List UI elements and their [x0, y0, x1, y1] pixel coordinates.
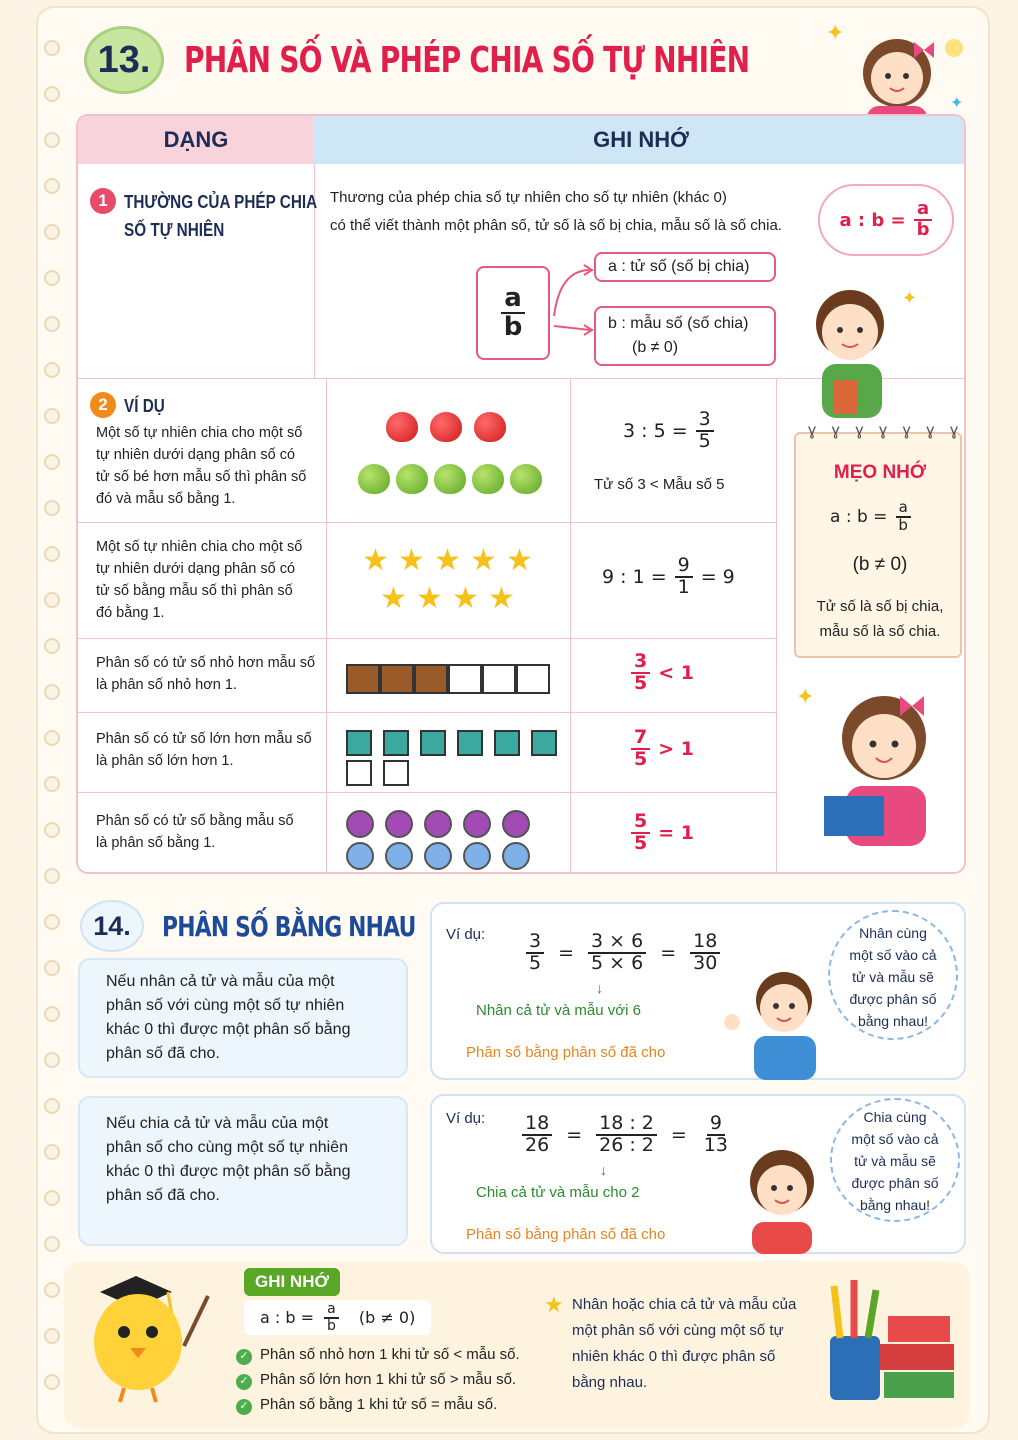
column-header-type: DẠNG — [78, 116, 314, 164]
check-icon: ✓ — [236, 1399, 252, 1415]
squares-illustration — [344, 726, 564, 788]
svg-text:✦: ✦ — [902, 288, 918, 308]
example-label: Ví dụ: — [446, 926, 486, 943]
star-icon: ★ — [452, 582, 479, 615]
binder-ring — [44, 1190, 60, 1206]
green-apple-icon — [472, 464, 504, 494]
example-label: Ví dụ: — [446, 1110, 486, 1127]
purple-circle — [385, 810, 413, 838]
check-icon: ✓ — [236, 1374, 252, 1390]
binder-ring — [44, 1052, 60, 1068]
purple-circle — [424, 810, 452, 838]
svg-text:✦: ✦ — [826, 20, 845, 45]
girl-with-book-illustration — [794, 676, 964, 866]
numerator-label: a : tử số (số bị chia) — [594, 252, 776, 282]
rule-divide-card — [78, 1096, 408, 1246]
binder-ring — [44, 730, 60, 746]
example-3-equation: $\frac{3}{5}$ < 1 — [631, 652, 694, 694]
formula-bubble: a : b = $\frac{a}{b}$ — [818, 184, 954, 256]
binder-ring — [44, 178, 60, 194]
summary-checklist — [236, 1342, 520, 1417]
purple-circle — [463, 810, 491, 838]
girl-illustration — [738, 1142, 828, 1254]
star-icon: ★ — [398, 544, 425, 577]
binder-ring — [44, 776, 60, 792]
lesson-13-title: PHÂN SỐ VÀ PHÉP CHIA SỐ TỰ NHIÊN — [184, 40, 750, 81]
apples-illustration — [328, 406, 568, 506]
pencils-and-books-illustration — [820, 1276, 960, 1406]
binder-ring — [44, 822, 60, 838]
square-filled — [531, 730, 557, 756]
binder-ring — [44, 270, 60, 286]
binder-ring — [44, 546, 60, 562]
summary-panel — [64, 1262, 970, 1428]
bar-cell-filled — [414, 664, 448, 694]
svg-text:✦: ✦ — [796, 684, 815, 709]
example-1-note: Tử số 3 < Mẫu số 5 — [594, 476, 725, 493]
example-divide-card — [430, 1094, 966, 1254]
binder-ring — [44, 500, 60, 516]
star-icon: ★ — [506, 544, 533, 577]
summary-title: GHI NHỚ — [244, 1268, 340, 1296]
example-divide-equation: $\frac{18}{26}$ = $\frac{18 : 2}{26 : 2}$ = $\frac{9}{13}$ — [522, 1114, 731, 1156]
divider — [776, 378, 777, 874]
divider — [78, 712, 776, 713]
check-icon: ✓ — [236, 1349, 252, 1365]
svg-text:✦: ✦ — [950, 95, 964, 112]
example-divide-result: Phân số bằng phân số đã cho — [466, 1226, 666, 1243]
binder-ring — [44, 224, 60, 240]
binder-ring — [44, 1098, 60, 1114]
blue-circle — [385, 842, 413, 870]
example-multiply-result: Phân số bằng phân số đã cho — [466, 1044, 666, 1061]
binder-ring — [44, 454, 60, 470]
example-5-equation: $\frac{5}{5}$ = 1 — [631, 812, 694, 854]
binder-ring — [44, 1374, 60, 1390]
binder-ring — [44, 40, 60, 56]
stars-illustration — [328, 542, 568, 632]
green-apple-icon — [510, 464, 542, 494]
binder-ring — [44, 132, 60, 148]
star-icon: ★ — [380, 582, 407, 615]
arrows — [550, 260, 596, 350]
star-icon: ★ — [488, 582, 515, 615]
green-apple-icon — [396, 464, 428, 494]
red-apple-icon — [474, 412, 506, 442]
check-item: ✓ Phân số lớn hơn 1 khi tử số > mẫu số. — [236, 1367, 520, 1392]
blue-circle — [346, 842, 374, 870]
example-multiply-note: Nhân cả tử và mẫu với 6 — [476, 1002, 641, 1019]
speech-bubble: Chia cùng một số vào cả tử và mẫu sẽ được phân số bằng nhau! — [830, 1098, 960, 1222]
star-icon: ★ — [544, 1292, 564, 1317]
green-apple-icon — [434, 464, 466, 494]
star-icon: ★ — [434, 544, 461, 577]
lesson-13-number: 13. — [84, 26, 164, 94]
down-arrow-icon: ↓ — [596, 980, 603, 996]
rule-multiply-text: Nếu nhân cả tử và mẫu của một phân số với cùng một số tự nhiên khác 0 thì được một phân số bằng phân số đã cho. — [106, 973, 351, 1062]
square-filled — [346, 730, 372, 756]
binder-ring — [44, 960, 60, 976]
binder-ring — [44, 362, 60, 378]
binder-ring — [44, 1282, 60, 1298]
example-1-text: Một số tự nhiên chia cho một số tự nhiên dưới dạng phân số có tử số bé hơn mẫu số thì phân số đó và mẫu số bằng 1. — [96, 425, 307, 507]
row-2-title: VÍ DỤ — [124, 396, 165, 416]
column-header-notes: GHI NHỚ — [314, 116, 966, 164]
check-item: ✓ Phân số bằng 1 khi tử số = mẫu số. — [236, 1392, 520, 1417]
binder-ring — [44, 316, 60, 332]
square-filled — [383, 730, 409, 756]
example-multiply-card — [430, 902, 966, 1080]
circles-illustration — [344, 808, 564, 870]
bar-cell-empty — [448, 664, 482, 694]
example-4-text: Phân số có tử số lớn hơn mẫu số là phân số lớn hơn 1. — [96, 731, 312, 769]
summary-note: Nhân hoặc chia cả tử và mẫu của một phân số với cùng một số tự nhiên khác 0 thì được phân số bằng nhau. — [572, 1296, 797, 1391]
star-icon: ★ — [416, 582, 443, 615]
denominator-label: b : mẫu số (số chia) (b ≠ 0) — [594, 306, 776, 366]
bar-cell-filled — [346, 664, 380, 694]
example-divide-note: Chia cả tử và mẫu cho 2 — [476, 1184, 640, 1201]
binder-ring — [44, 1144, 60, 1160]
divider — [326, 378, 327, 874]
square-empty — [383, 760, 409, 786]
example-3-text: Phân số có tử số nhỏ hơn mẫu số là phân số nhỏ hơn 1. — [96, 655, 316, 693]
binder-ring — [44, 868, 60, 884]
boy-pointing-illustration — [792, 280, 922, 440]
square-filled — [494, 730, 520, 756]
bar-cell-empty — [516, 664, 550, 694]
red-apple-icon — [386, 412, 418, 442]
bar-cell-filled — [380, 664, 414, 694]
tip-condition: (b ≠ 0) — [852, 554, 908, 575]
speech-bubble: Nhân cùng một số vào cả tử và mẫu sẽ được phân số bằng nhau! — [828, 910, 958, 1040]
star-icon: ★ — [362, 544, 389, 577]
purple-circle — [346, 810, 374, 838]
down-arrow-icon: ↓ — [600, 1162, 607, 1178]
fraction-box: $\frac{a}{b}$ — [476, 266, 550, 360]
binder-ring — [44, 1236, 60, 1252]
purple-circle — [502, 810, 530, 838]
blue-circle — [463, 842, 491, 870]
divider — [78, 522, 776, 523]
bar-cell-empty — [482, 664, 516, 694]
square-filled — [420, 730, 446, 756]
binder-ring — [44, 86, 60, 102]
tip-card — [794, 422, 962, 658]
square-filled — [457, 730, 483, 756]
tip-formula: a : b = $\frac{a}{b}$ — [830, 500, 911, 534]
blue-circle — [424, 842, 452, 870]
example-2-text: Một số tự nhiên chia cho một số tự nhiên dưới dạng phân số có tử số bằng mẫu số thì phân số đó bằng 1. — [96, 539, 303, 621]
spiral-icon: ɣ ɣ ɣ ɣ ɣ ɣ ɣ — [808, 422, 958, 439]
summary-formula: a : b = $\frac{a}{b}$ (b ≠ 0) — [244, 1300, 431, 1335]
tip-title: MẸO NHỚ — [833, 462, 927, 483]
example-2-equation: 9 : 1 = $\frac{9}{1}$ = 9 — [602, 554, 735, 598]
lesson-13-table — [76, 114, 966, 874]
binder-ring — [44, 638, 60, 654]
green-apple-icon — [358, 464, 390, 494]
blue-circle — [502, 842, 530, 870]
chick-teacher-illustration — [80, 1256, 220, 1406]
binder-ring — [44, 684, 60, 700]
rule-divide-text: Nếu chia cả tử và mẫu của một phân số cho cùng một số tự nhiên khác 0 thì được một phân số bằng phân số đã cho. — [106, 1115, 351, 1204]
star-icon: ★ — [470, 544, 497, 577]
binder-ring — [44, 1006, 60, 1022]
example-4-equation: $\frac{7}{5}$ > 1 — [631, 728, 694, 770]
boy-pointing-illustration — [718, 962, 828, 1080]
binder-ring — [44, 914, 60, 930]
row-1-title: THƯỜNG CỦA PHÉP CHIA SỐ TỰ NHIÊN — [124, 192, 318, 240]
row-1-text: Thương của phép chia số tự nhiên cho số tự nhiên (khác 0) có thể viết thành một phân số, tử số là số bị chia, mẫu số là số chia. — [330, 189, 782, 234]
example-5-text: Phân số có tử số bằng mẫu số là phân số bằng 1. — [96, 813, 294, 851]
binder-ring — [44, 1328, 60, 1344]
lesson-14-number: 14. — [80, 900, 144, 952]
divider — [78, 638, 776, 639]
square-empty — [346, 760, 372, 786]
binder-ring — [44, 408, 60, 424]
check-item: ✓ Phân số nhỏ hơn 1 khi tử số < mẫu số. — [236, 1342, 520, 1367]
divider — [570, 378, 571, 874]
tip-text: Tử số là số bị chia, mẫu số là số chia. — [816, 598, 944, 640]
red-apple-icon — [430, 412, 462, 442]
lesson-14-title: PHÂN SỐ BẰNG NHAU — [162, 910, 416, 943]
example-multiply-equation: $\frac{3}{5}$ = $\frac{3 \times 6}{5 \times 6}$ = $\frac{18}{30}$ — [526, 932, 720, 974]
binder-ring — [44, 592, 60, 608]
example-1-equation: 3 : 5 = $\frac{3}{5}$ — [623, 410, 714, 452]
row-2-number: 2 — [90, 392, 116, 418]
bar-model-illustration — [344, 660, 564, 700]
row-1-number: 1 — [90, 188, 116, 214]
rule-multiply-card — [78, 958, 408, 1078]
divider — [78, 792, 776, 793]
